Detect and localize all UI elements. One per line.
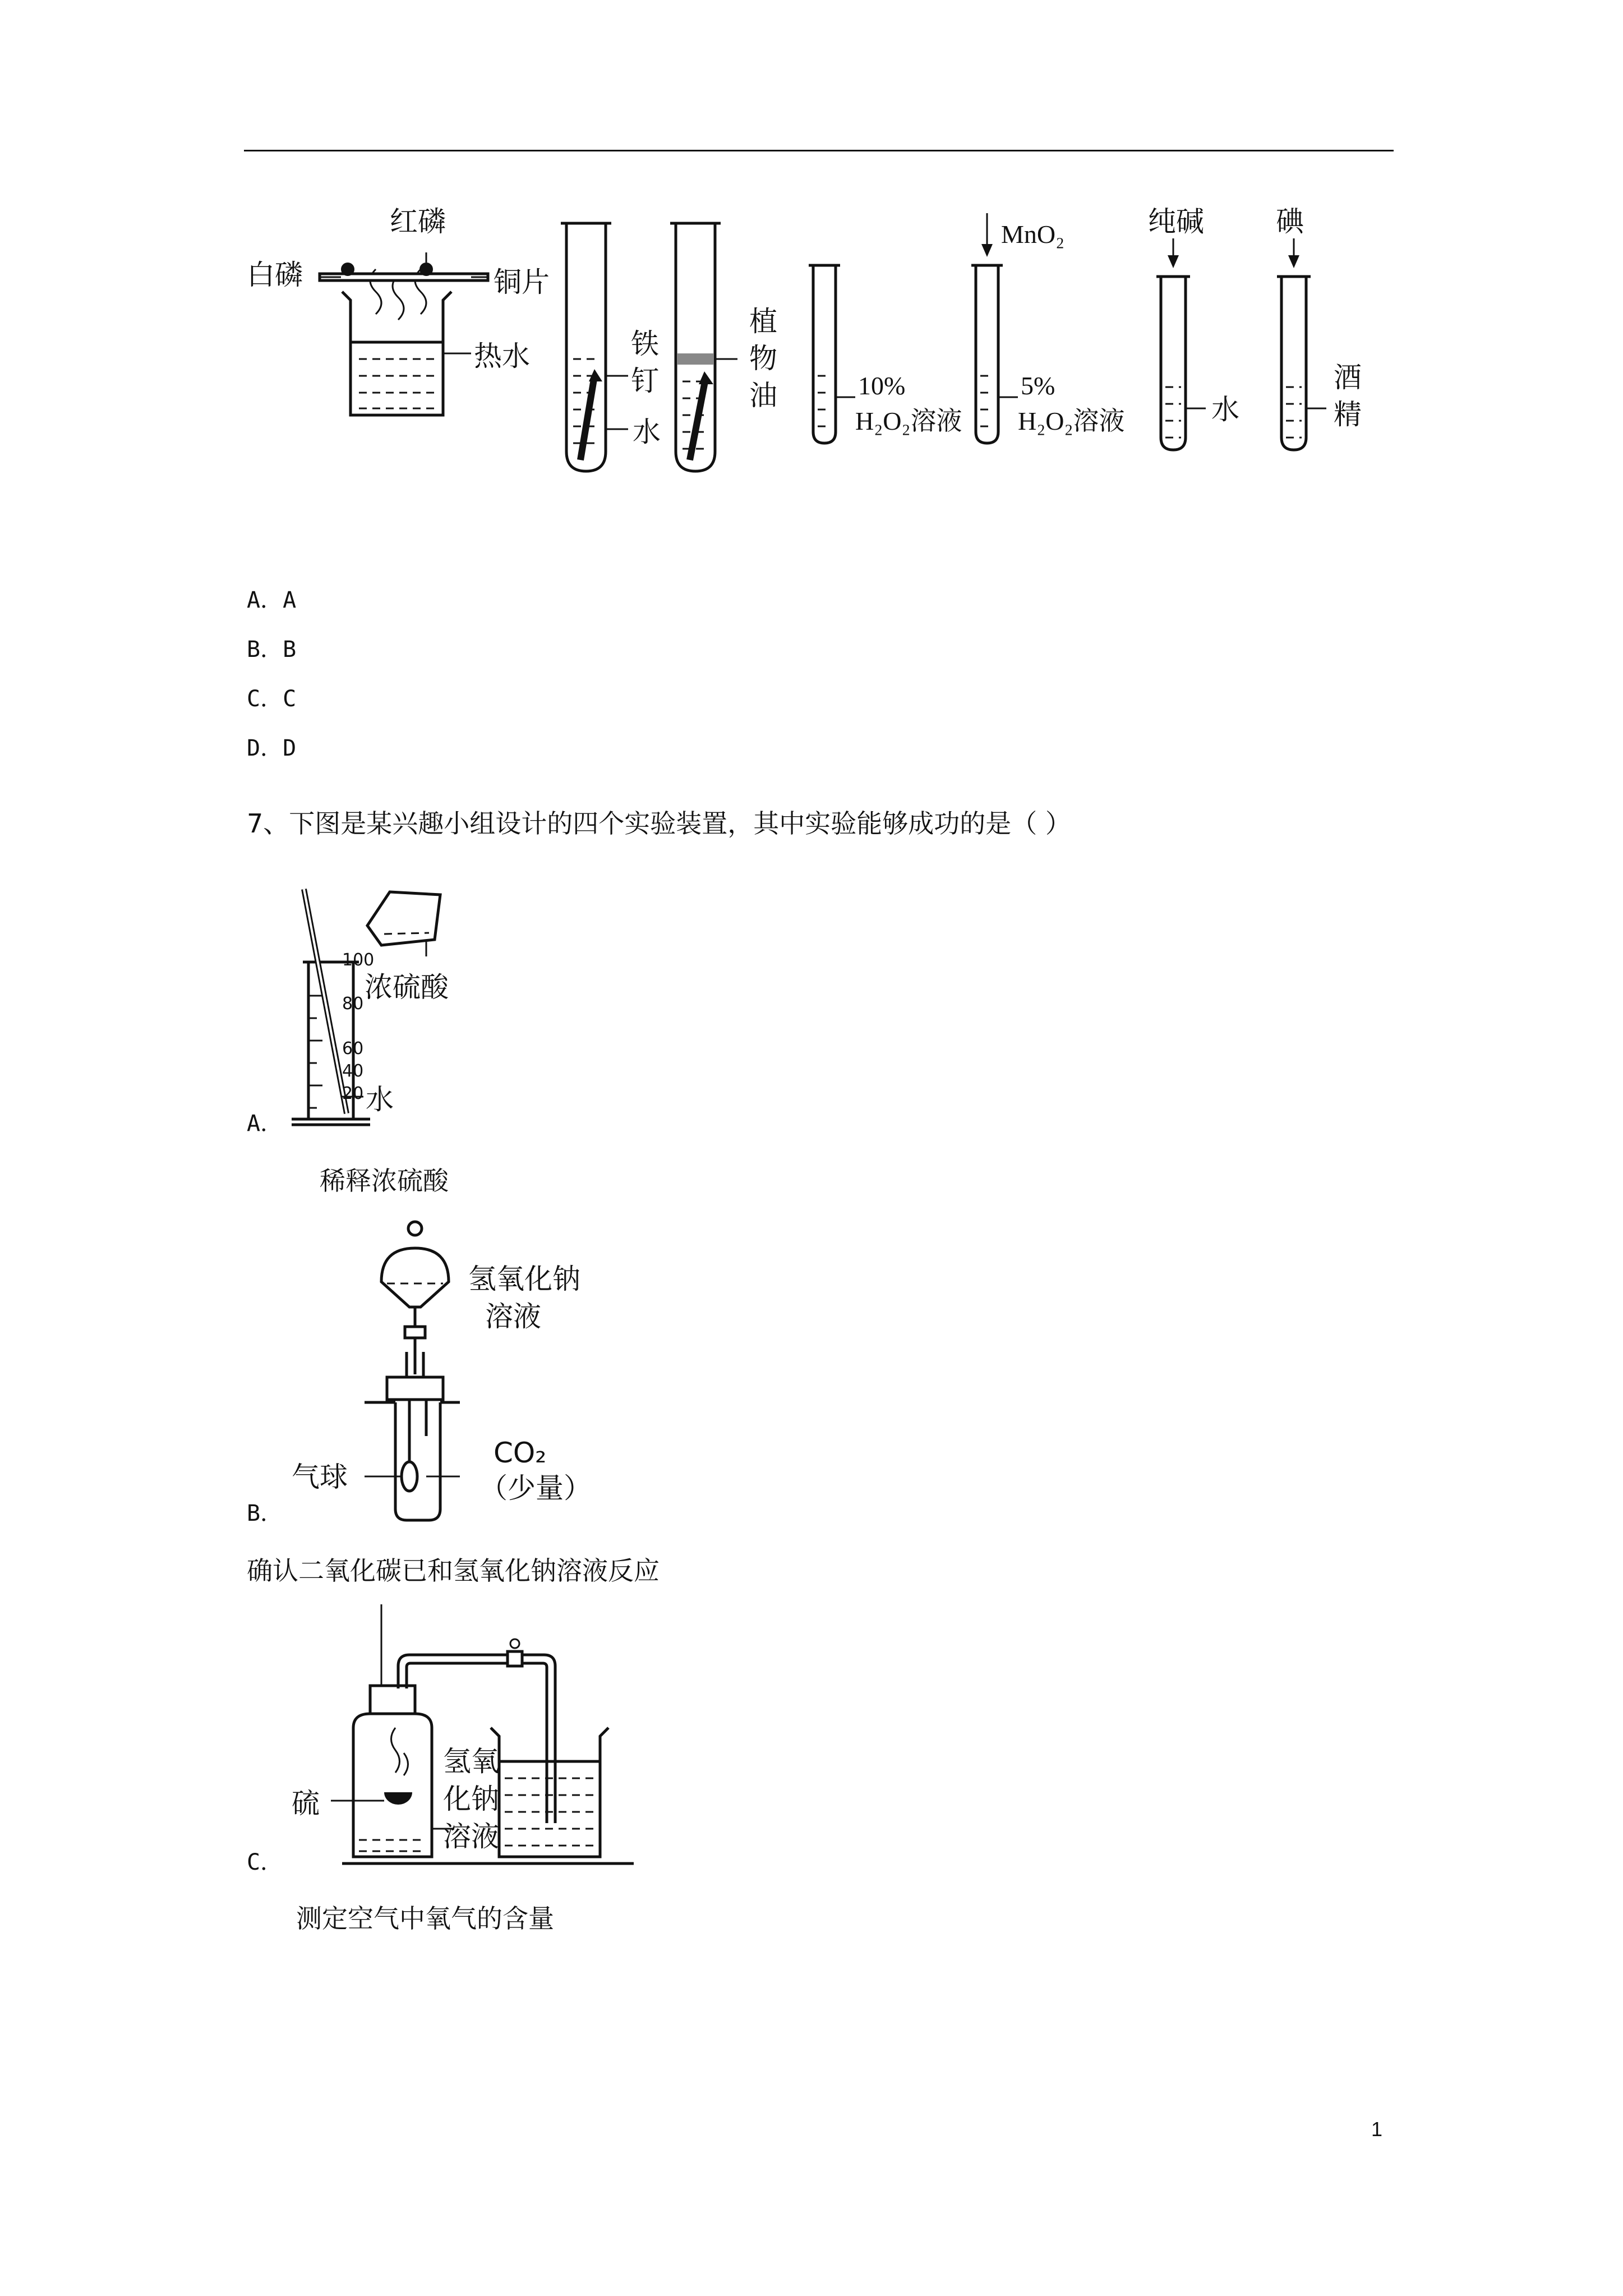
q6-option-d[interactable]: D．D (247, 735, 297, 761)
label-naoh-c-line2: 化钠 (443, 1783, 499, 1815)
label-h2o2-10-formula: H₂O₂溶液 (855, 407, 962, 435)
iodine-alcohol-tube (1277, 238, 1326, 450)
iron-nail-tube-water (561, 223, 628, 471)
label-white-phosphorus: 白磷 (247, 259, 303, 291)
q6-option-a[interactable]: A．A (247, 587, 297, 613)
question7-stem: 7、下图是某兴趣小组设计的四个实验装置，其中实验能够成功的是（ ） (247, 808, 1071, 839)
label-soda-ash: 纯碱 (1148, 205, 1204, 238)
label-h2o2-5-formula: H₂O₂溶液 (1018, 407, 1125, 435)
label-naoh-c-line1: 氢氧 (443, 1745, 499, 1778)
header-rule (244, 150, 1394, 151)
cylinder-tick-100: 100 (342, 950, 375, 970)
iron-nail-tube-oil (670, 223, 737, 471)
label-h2o2-5-pct: 5% (1021, 371, 1055, 400)
label-concentrated-sulfuric-acid: 浓硫酸 (365, 971, 449, 1004)
label-water-2: 水 (1211, 393, 1239, 426)
cylinder-tick-60: 60 (342, 1039, 364, 1059)
label-hot-water: 热水 (474, 340, 530, 372)
q6-option-b[interactable]: B．B (247, 637, 297, 662)
h2o2-10pct-tube (809, 265, 855, 443)
label-iron-nail: 铁钉 (631, 328, 659, 397)
label-h2o2-10-pct: 10% (858, 371, 906, 400)
soda-ash-water-tube (1156, 238, 1206, 450)
cylinder-tick-80: 80 (342, 994, 364, 1014)
label-sulfur: 硫 (292, 1787, 320, 1820)
label-iodine: 碘 (1276, 205, 1304, 238)
label-alcohol: 酒精 (1334, 361, 1362, 431)
cylinder-tick-20: 20 (342, 1084, 364, 1103)
q7-option-c-caption: 测定空气中氧气的含量 (296, 1903, 554, 1934)
q7-option-a-letter[interactable]: A． (247, 1111, 283, 1137)
label-water-option-a: 水 (366, 1083, 394, 1116)
label-mno2: MnO₂ (1001, 220, 1065, 249)
label-vegetable-oil: 植物油 (749, 305, 777, 412)
label-red-phosphorus: 红磷 (390, 205, 446, 238)
q7-option-c-letter[interactable]: C． (247, 1849, 283, 1875)
question6-apparatus-figure (241, 191, 1408, 505)
page-number: 1 (1371, 2118, 1383, 2141)
q7-option-b-caption: 确认二氧化碳已和氢氧化钠溶液反应 (247, 1556, 660, 1586)
q6-option-c[interactable]: C．C (247, 686, 297, 712)
hot-water-beaker (320, 252, 488, 415)
label-water-1: 水 (633, 416, 661, 448)
label-small-amount: （少量） (479, 1472, 592, 1504)
q7-option-b-letter[interactable]: B． (247, 1501, 283, 1526)
cylinder-tick-40: 40 (342, 1061, 364, 1081)
label-balloon: 气球 (292, 1461, 348, 1493)
q7-option-a-caption: 稀释浓硫酸 (320, 1166, 449, 1196)
label-naoh-line1: 氢氧化钠 (468, 1263, 580, 1295)
label-co2: CO₂ (494, 1437, 547, 1469)
label-copper-sheet: 铜片 (494, 266, 550, 298)
label-naoh-line2: 溶液 (485, 1300, 541, 1333)
label-naoh-c-line3: 溶液 (443, 1820, 499, 1853)
